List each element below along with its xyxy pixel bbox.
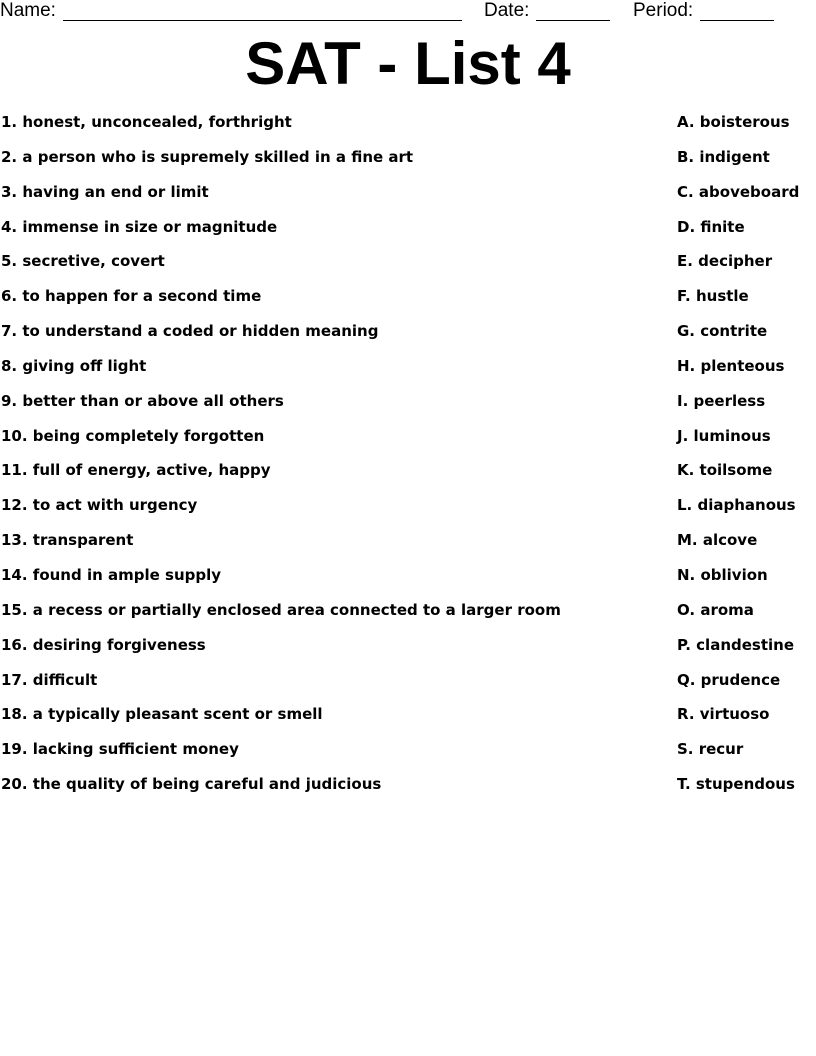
clue-text: 3. having an end or limit: [1, 182, 209, 201]
page-title: SAT - List 4: [245, 30, 571, 97]
date-label: Date:: [484, 0, 530, 21]
list-item: [0, 112, 816, 147]
answer-choice: O. aroma: [677, 600, 754, 619]
answer-choice: M. alcove: [677, 531, 758, 550]
answer-choice: H. plenteous: [677, 356, 785, 375]
answer-choice: D. finite: [677, 217, 745, 236]
clue-text: 12. to act with urgency: [1, 496, 198, 515]
clue-text: 9. better than or above all others: [1, 391, 284, 410]
answer-choice: C. aboveboard: [677, 182, 800, 201]
answer-choice: E. decipher: [677, 252, 773, 271]
clue-text: 14. found in ample supply: [1, 565, 222, 584]
list-item: [0, 565, 816, 600]
answer-choice: I. peerless: [677, 391, 766, 410]
clue-text: 4. immense in size or magnitude: [1, 217, 278, 236]
list-item: [0, 635, 816, 670]
clue-text: 17. difficult: [1, 670, 98, 689]
list-item: [0, 704, 816, 739]
clue-text: 5. secretive, covert: [1, 252, 165, 271]
answer-choice: L. diaphanous: [677, 496, 796, 515]
name-blank[interactable]: [63, 20, 462, 21]
period-blank[interactable]: [700, 20, 774, 21]
list-item: [0, 600, 816, 635]
list-item: [0, 426, 816, 461]
list-item: [0, 495, 816, 530]
list-item: [0, 182, 816, 217]
clue-text: 18. a typically pleasant scent or smell: [1, 705, 323, 724]
matching-list: [0, 112, 816, 809]
clue-text: 1. honest, unconcealed, forthright: [1, 113, 292, 131]
list-item: [0, 460, 816, 495]
answer-choice: S. recur: [677, 740, 744, 759]
student-info-header: [0, 0, 816, 24]
answer-choice: P. clandestine: [677, 635, 794, 654]
answer-choice: N. oblivion: [677, 565, 768, 584]
clue-text: 11. full of energy, active, happy: [1, 461, 271, 480]
list-item: [0, 147, 816, 182]
date-blank[interactable]: [536, 20, 610, 21]
answer-choice: B. indigent: [677, 147, 770, 166]
period-label: Period:: [633, 0, 694, 21]
clue-text: 15. a recess or partially enclosed area connected to a larger room: [1, 600, 561, 619]
clue-text: 6. to happen for a second time: [1, 287, 262, 306]
clue-text: 2. a person who is supremely skilled in a fine art: [1, 147, 414, 166]
answer-choice: A. boisterous: [677, 113, 790, 131]
answer-choice: R. virtuoso: [677, 705, 770, 724]
list-item: [0, 356, 816, 391]
name-label: Name:: [0, 0, 56, 21]
list-item: [0, 286, 816, 321]
list-item: [0, 251, 816, 286]
answer-choice: Q. prudence: [677, 670, 781, 689]
clue-text: 19. lacking sufficient money: [1, 740, 239, 759]
list-item: [0, 391, 816, 426]
answer-choice: T. stupendous: [677, 775, 795, 794]
answer-choice: K. toilsome: [677, 461, 773, 480]
clue-text: 8. giving off light: [1, 356, 147, 375]
list-item: [0, 670, 816, 705]
clue-text: 16. desiring forgiveness: [1, 635, 206, 654]
list-item: [0, 321, 816, 356]
list-item: [0, 774, 816, 809]
answer-choice: F. hustle: [677, 287, 749, 306]
list-item: [0, 739, 816, 774]
list-item: [0, 530, 816, 565]
list-item: [0, 217, 816, 252]
answer-choice: G. contrite: [677, 322, 768, 341]
clue-text: 20. the quality of being careful and judicious: [1, 775, 382, 794]
clue-text: 10. being completely forgotten: [1, 426, 265, 445]
clue-text: 13. transparent: [1, 531, 134, 550]
answer-choice: J. luminous: [677, 426, 771, 445]
clue-text: 7. to understand a coded or hidden meaning: [1, 322, 379, 341]
